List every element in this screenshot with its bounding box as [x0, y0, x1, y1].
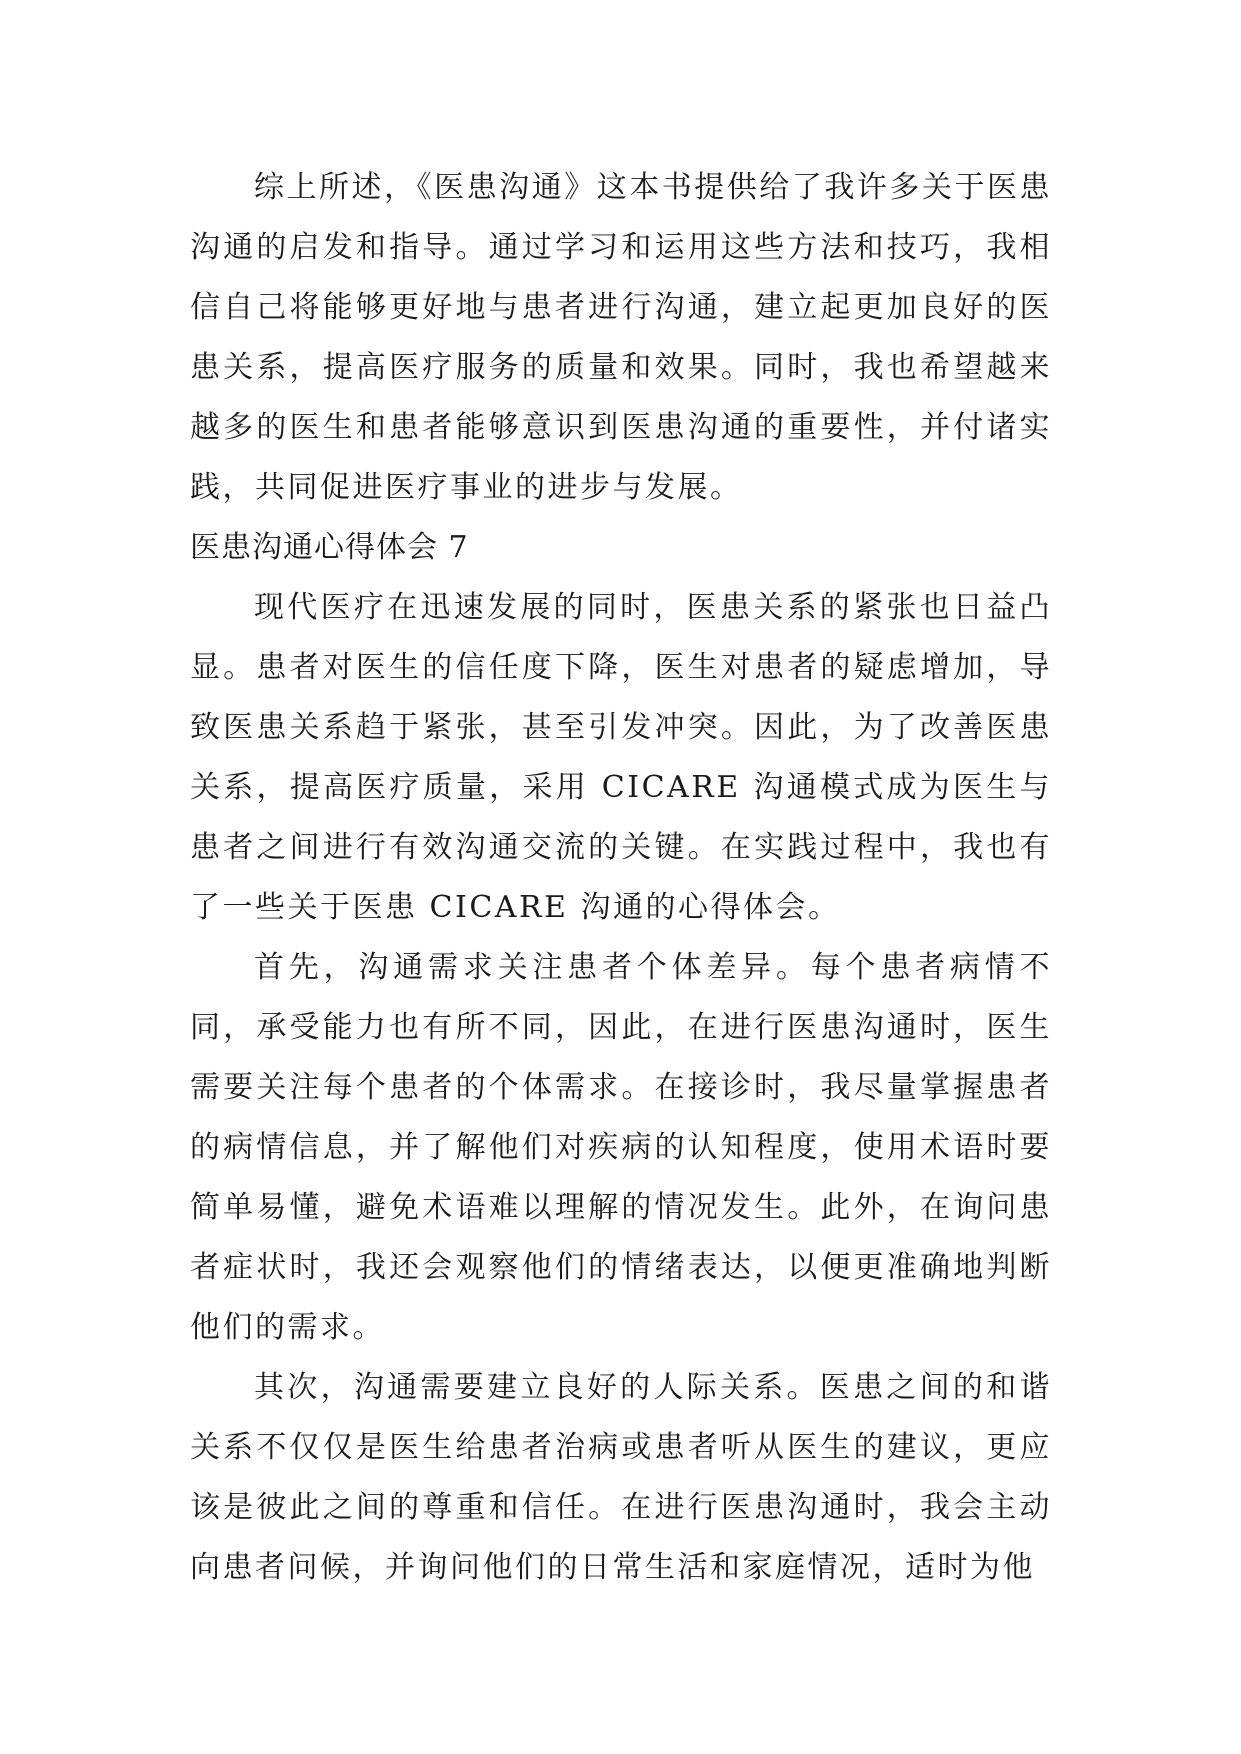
- document-body: [190, 158, 1052, 1598]
- paragraph-second-point: 其次，沟通需要建立良好的人际关系。医患之间的和谐关系不仅仅是医生给患者治病或患者听从医生的建议，更应该是彼此之间的尊重和信任。在进行医患沟通时，我会主动向患者问候，并询问他们的日常生活和家庭情况，适时为他: [190, 1370, 1052, 1585]
- paragraph-summary: 综上所述，《医患沟通》这本书提供给了我许多关于医患沟通的启发和指导。通过学习和运用这些方法和技巧，我相信自己将能够更好地与患者进行沟通，建立起更加良好的医患关系，提高医疗服务的质量和效果。同时，我也希望越来越多的医生和患者能够意识到医患沟通的重要性，并付诸实践，共同促进医疗事业的进步与发展。: [190, 170, 1052, 505]
- paragraph-intro: 现代医疗在迅速发展的同时，医患关系的紧张也日益凸显。患者对医生的信任度下降，医生对患者的疑虑增加，导致医患关系趋于紧张，甚至引发冲突。因此，为了改善医患关系，提高医疗质量，采用 CICARE 沟通模式成为医生与患者之间进行有效沟通交流的关键。在实践过程中，我也有了一些关于医患 CICARE 沟通的心得体会。: [190, 590, 1052, 925]
- paragraph-first-point: 首先，沟通需求关注患者个体差异。每个患者病情不同，承受能力也有所不同，因此，在进行医患沟通时，医生需要关注每个患者的个体需求。在接诊时，我尽量掌握患者的病情信息，并了解他们对疾病的认知程度，使用术语时要简单易懂，避免术语难以理解的情况发生。此外，在询问患者症状时，我还会观察他们的情绪表达，以便更准确地判断他们的需求。: [190, 950, 1052, 1345]
- section-heading: 医患沟通心得体会 7: [190, 530, 469, 565]
